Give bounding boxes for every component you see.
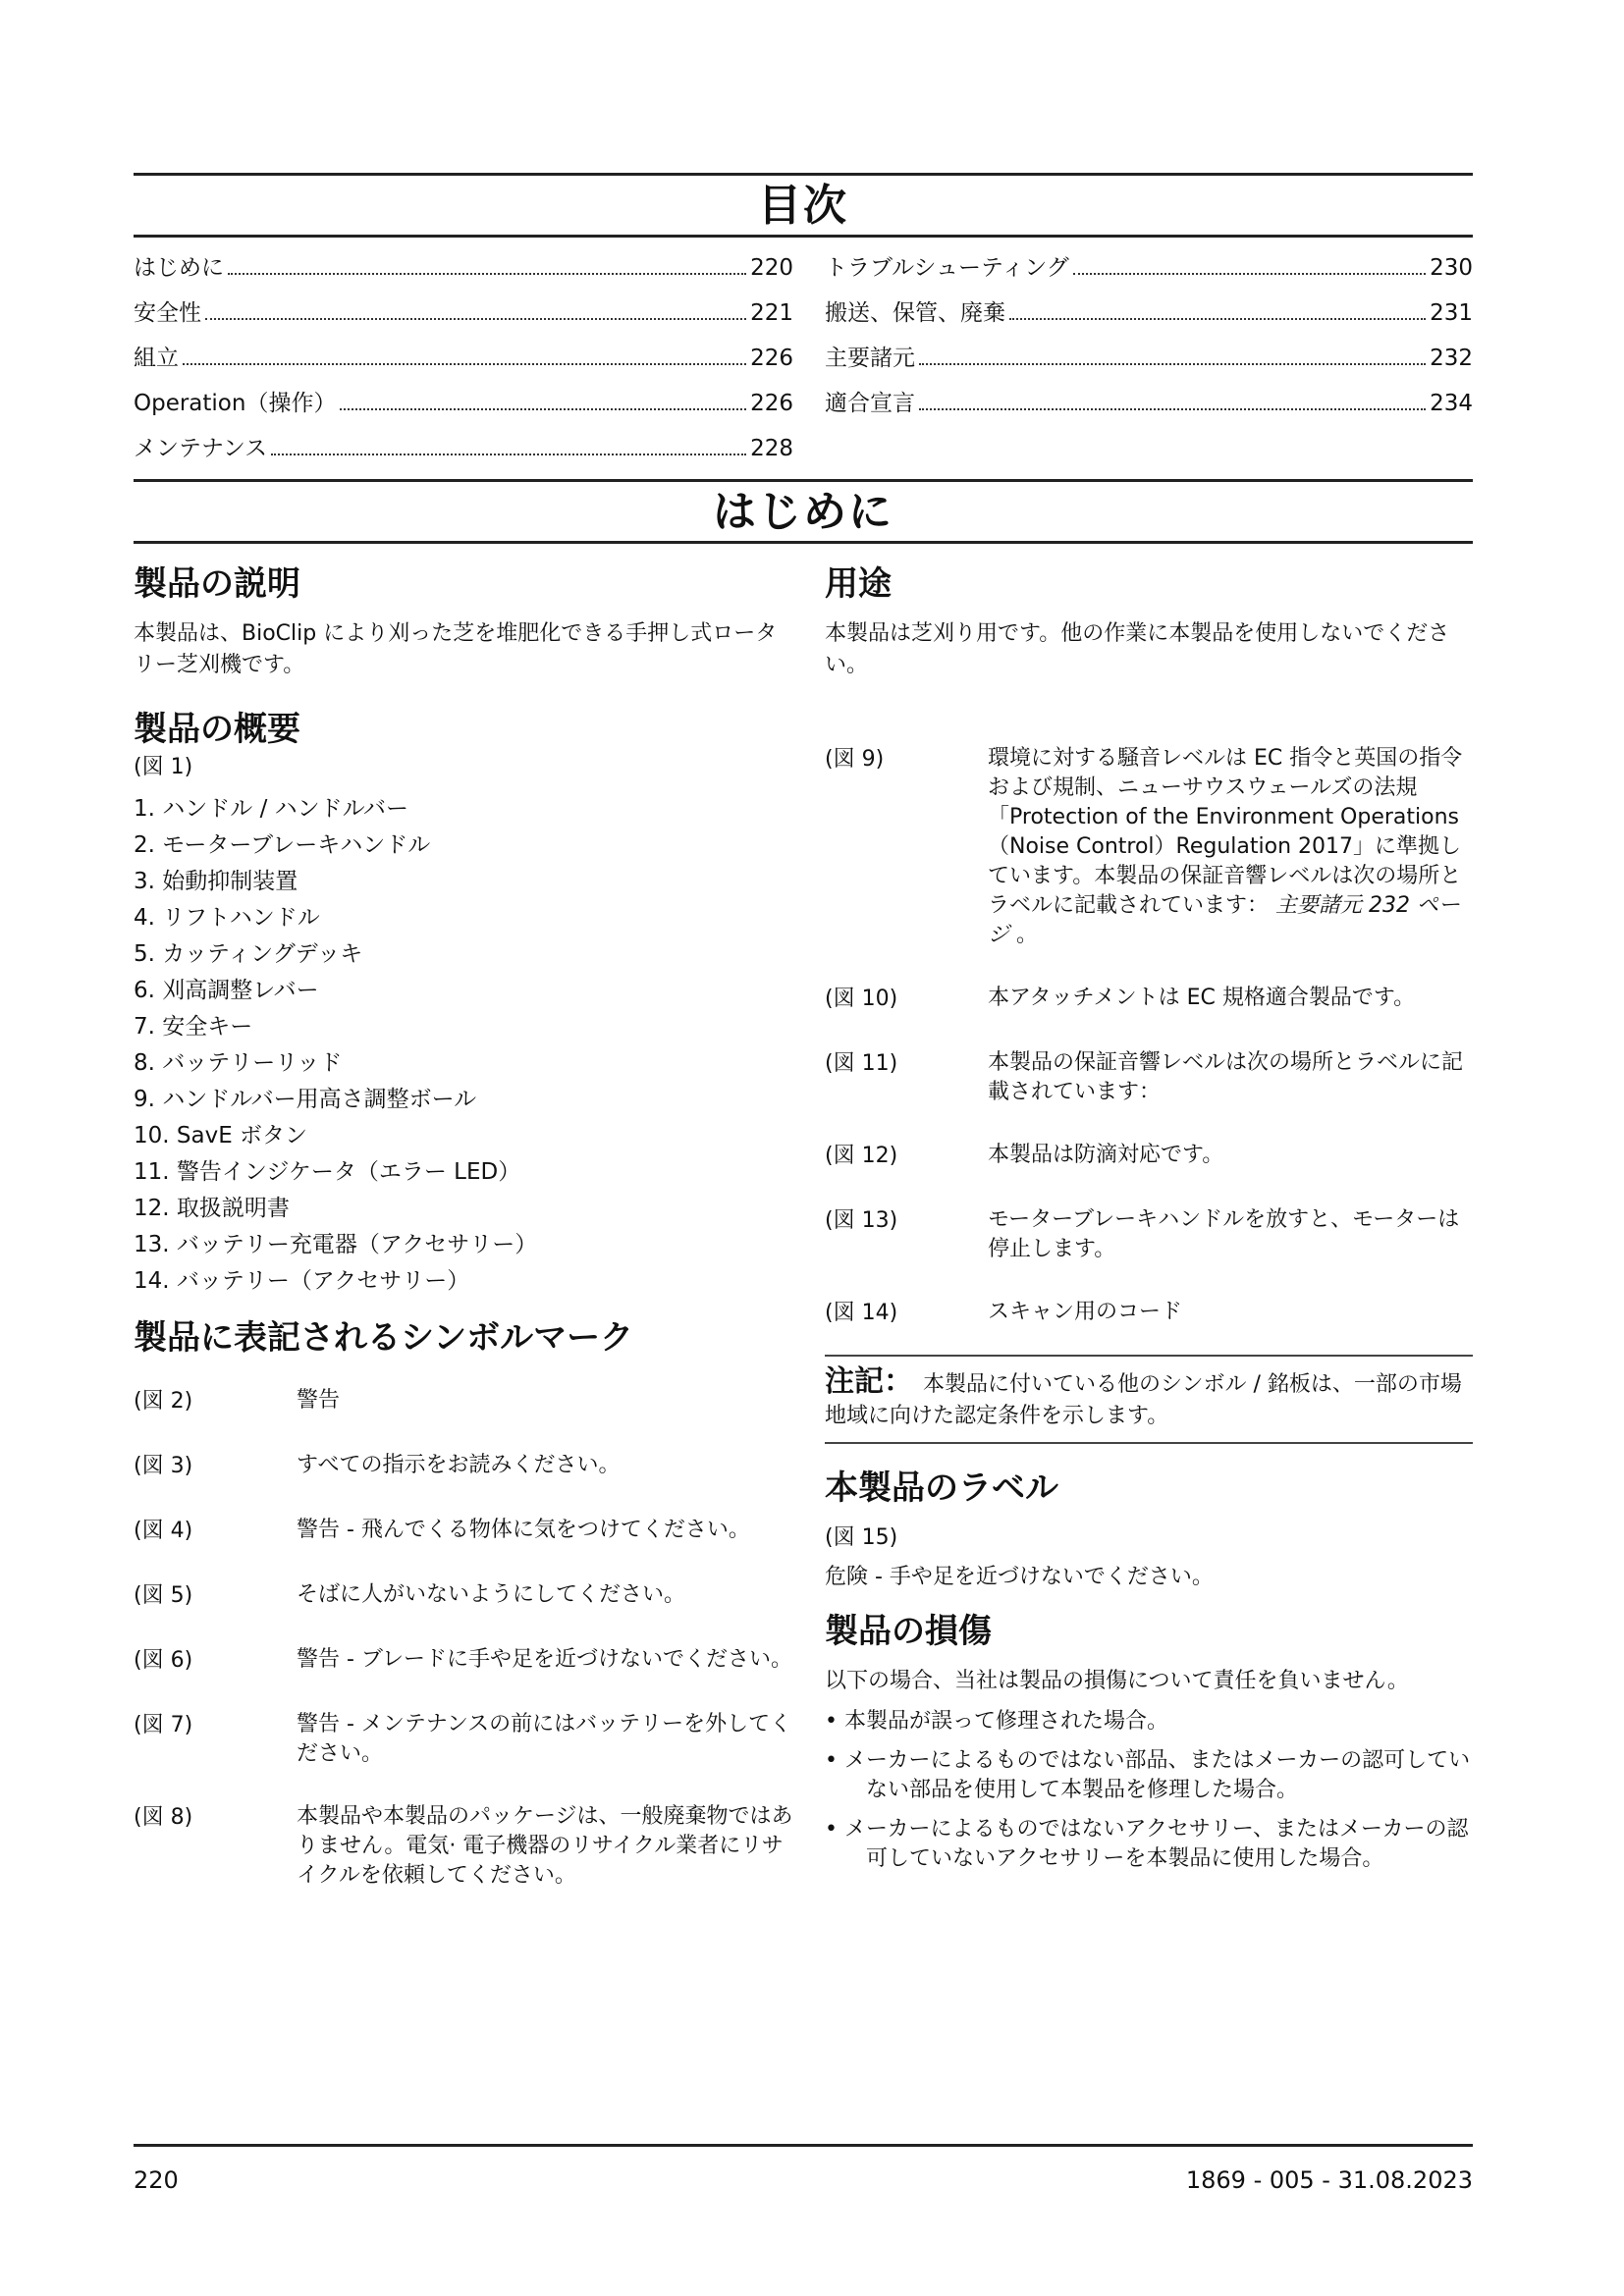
symbol-description: 本製品や本製品のパッケージは、一般廃棄物ではありません。電気· 電子機器のリサイクル業者にリサイクルを依頼してください。 xyxy=(297,1804,793,1888)
symbol-row xyxy=(134,1580,793,1612)
symbol-description: 警告 xyxy=(297,1388,341,1413)
toc-entry[interactable] xyxy=(134,291,793,336)
toc-entry[interactable] xyxy=(134,245,793,291)
list-item: 11. 警告インジケータ（エラー LED） xyxy=(134,1159,521,1185)
symbol-row xyxy=(134,1451,793,1482)
list-item: 12. 取扱説明書 xyxy=(134,1196,290,1221)
toc-entry-label: はじめに xyxy=(134,255,224,281)
toc-entry[interactable] xyxy=(134,381,793,426)
labels-figure-ref: (図 15) xyxy=(825,1525,898,1550)
toc-entry[interactable] xyxy=(825,245,1473,291)
toc-title: 目次 xyxy=(758,181,848,231)
toc-entry[interactable] xyxy=(825,381,1473,426)
toc-entry-label: 適合宣言 xyxy=(825,391,915,416)
toc-leader-dots xyxy=(1009,318,1426,320)
symbol-description: 本製品は防滴対応です。 xyxy=(988,1143,1224,1167)
toc-entry-page: 226 xyxy=(750,391,793,416)
list-item: 1. ハンドル / ハンドルバー xyxy=(134,796,409,822)
symbol-description: モーターブレーキハンドルを放すと、モーターは停止します。 xyxy=(988,1207,1460,1261)
symbol-row xyxy=(825,984,1473,1015)
toc-leader-dots xyxy=(919,363,1426,365)
symbol-row xyxy=(134,1645,793,1677)
toc-left-column xyxy=(134,245,793,471)
damage-intro-text: 以下の場合、当社は製品の損傷について責任を負いません。 xyxy=(825,1669,1409,1693)
list-item: 7. 安全キー xyxy=(134,1014,253,1040)
toc-leader-dots xyxy=(183,363,746,365)
list-item: • 本製品が誤って修理された場合。 xyxy=(825,1709,1168,1734)
list-item: 3. 始動抑制装置 xyxy=(134,869,298,894)
labels-text: 危険 - 手や足を近づけないでください。 xyxy=(825,1565,1214,1589)
symbol-figure-ref: (図 4) xyxy=(134,1519,193,1543)
symbol-figure-ref: (図 12) xyxy=(825,1144,898,1168)
product-description-heading: 製品の説明 xyxy=(134,564,300,604)
symbol-figure-ref: (図 6) xyxy=(134,1648,193,1673)
intended-use-heading: 用途 xyxy=(825,564,892,604)
symbol-row xyxy=(134,1516,793,1547)
symbol-figure-ref: (図 14) xyxy=(825,1301,898,1325)
symbol-row xyxy=(825,1205,1473,1264)
toc-entry-page: 221 xyxy=(750,300,793,326)
page-content xyxy=(134,173,1473,1924)
toc-entry-label: 安全性 xyxy=(134,300,201,326)
product-description-text: 本製品は、BioClip により刈った芝を堆肥化できる手押し式ロータリー芝刈機です。 xyxy=(134,621,778,677)
left-column xyxy=(134,544,793,1924)
symbol-row xyxy=(134,1710,793,1769)
page-number: 220 xyxy=(134,2166,179,2194)
toc-entry[interactable] xyxy=(825,291,1473,336)
symbol-row xyxy=(825,1298,1473,1329)
toc-entry-page: 220 xyxy=(750,255,793,281)
toc-entry-label: メンテナンス xyxy=(134,436,268,461)
toc-entry-label: 組立 xyxy=(134,346,179,371)
noise-level-text: 環境に対する騒音レベルは EC 指令と英国の指令および規制、ニューサウスウェールズの法規「Protection of the Environment Operations（Noise Control）Regulation 2017」に準拠しています。本製品の保証音響レベルは次の場所とラベルに記載されています： xyxy=(988,746,1463,918)
symbol-figure-ref: (図 9) xyxy=(825,747,885,772)
damage-list xyxy=(825,1707,1473,1874)
symbol-description: すべての指示をお読みください。 xyxy=(297,1453,621,1477)
symbol-description: 警告 - メンテナンスの前にはバッテリーを外してください。 xyxy=(297,1712,792,1766)
symbol-description: スキャン用のコード xyxy=(988,1300,1183,1324)
note-box xyxy=(825,1355,1473,1444)
overview-figure-ref: (図 1) xyxy=(134,755,193,779)
intro-title: はじめに xyxy=(713,487,893,537)
symbol-row xyxy=(825,744,1473,950)
toc-leader-dots xyxy=(271,454,746,455)
list-item: 9. ハンドルバー用高さ調整ボール xyxy=(134,1087,477,1112)
toc-leader-dots xyxy=(1073,273,1426,275)
list-item: 6. 刈高調整レバー xyxy=(134,978,319,1003)
note-text: 本製品に付いている他のシンボル / 銘板は、一部の市場地域に向けた認定条件を示します。 xyxy=(825,1372,1462,1428)
toc-entry[interactable] xyxy=(825,336,1473,381)
toc-leader-dots xyxy=(340,408,746,410)
list-item: 8. バッテリーリッド xyxy=(134,1050,343,1076)
symbol-figure-ref: (図 2) xyxy=(134,1389,193,1414)
toc-leader-dots xyxy=(919,408,1426,410)
symbol-figure-ref: (図 3) xyxy=(134,1454,193,1478)
right-column xyxy=(825,544,1473,1924)
note-label: 注記： xyxy=(825,1364,913,1399)
toc-leader-dots xyxy=(228,273,746,275)
parts-list xyxy=(134,791,793,1300)
list-item: 14. バッテリー（アクセサリー） xyxy=(134,1268,470,1294)
symbol-description: そばに人がいないようにしてください。 xyxy=(297,1582,686,1607)
list-item: 4. リフトハンドル xyxy=(134,905,320,931)
toc-entry-page: 228 xyxy=(750,436,793,461)
symbol-figure-ref: (図 8) xyxy=(134,1805,193,1830)
list-item: 2. モーターブレーキハンドル xyxy=(134,832,431,858)
specs-page-link[interactable]: 主要諸元 232 ページ xyxy=(988,893,1460,947)
symbol-row xyxy=(825,1141,1473,1172)
list-item: 10. SavE ボタン xyxy=(134,1123,308,1148)
toc-entry-label: トラブルシューティング xyxy=(825,255,1069,281)
intro-columns xyxy=(134,544,1473,1924)
symbol-description xyxy=(988,744,1473,950)
list-item: • メーカーによるものではない部品、またはメーカーの認可していない部品を使用して本製品を修理した場合。 xyxy=(825,1748,1471,1802)
toc-entry-label: 搬送、保管、廃棄 xyxy=(825,300,1005,326)
symbol-description: 警告 - ブレードに手や足を近づけないでください。 xyxy=(297,1647,793,1672)
symbol-figure-ref: (図 10) xyxy=(825,987,898,1011)
product-labels-heading: 本製品のラベル xyxy=(825,1468,1058,1508)
product-damage-heading: 製品の損傷 xyxy=(825,1612,992,1651)
symbol-figure-ref: (図 5) xyxy=(134,1583,193,1608)
toc-entry-page: 230 xyxy=(1430,255,1473,281)
symbol-description: 本アタッチメントは EC 規格適合製品です。 xyxy=(988,986,1416,1010)
intended-use-text: 本製品は芝刈り用です。他の作業に本製品を使用しないでください。 xyxy=(825,621,1450,677)
table-of-contents xyxy=(134,238,1473,471)
toc-entry[interactable] xyxy=(134,336,793,381)
symbol-description: 本製品の保証音響レベルは次の場所とラベルに記載されています： xyxy=(988,1050,1464,1104)
toc-entry-page: 231 xyxy=(1430,300,1473,326)
toc-entry[interactable] xyxy=(134,426,793,471)
toc-entry-page: 234 xyxy=(1430,391,1473,416)
list-item: • メーカーによるものではないアクセサリー、またはメーカーの認可していないアクセサリーを本製品に使用した場合。 xyxy=(825,1817,1469,1871)
product-overview-heading: 製品の概要 xyxy=(134,710,300,749)
noise-level-tail: 。 xyxy=(1009,923,1039,947)
page-footer xyxy=(134,2144,1473,2194)
toc-entry-page: 232 xyxy=(1430,346,1473,371)
symbol-description: 警告 - 飛んでくる物体に気をつけてください。 xyxy=(297,1518,750,1542)
symbols-heading: 製品に表記されるシンボルマーク xyxy=(134,1318,634,1358)
toc-entry-page: 226 xyxy=(750,346,793,371)
document-id: 1869 - 005 - 31.08.2023 xyxy=(1185,2166,1473,2194)
symbol-row xyxy=(134,1386,793,1417)
toc-leader-dots xyxy=(205,318,746,320)
toc-entry-label: 主要諸元 xyxy=(825,346,915,371)
toc-right-column xyxy=(825,245,1473,471)
symbol-figure-ref: (図 13) xyxy=(825,1208,898,1233)
list-item: 5. カッティングデッキ xyxy=(134,941,363,967)
symbol-figure-ref: (図 7) xyxy=(134,1713,193,1737)
symbol-figure-ref: (図 11) xyxy=(825,1051,898,1076)
symbol-row xyxy=(134,1802,793,1891)
list-item: 13. バッテリー充電器（アクセサリー） xyxy=(134,1232,538,1257)
toc-entry-label: Operation（操作） xyxy=(134,391,337,416)
symbol-row xyxy=(825,1048,1473,1107)
